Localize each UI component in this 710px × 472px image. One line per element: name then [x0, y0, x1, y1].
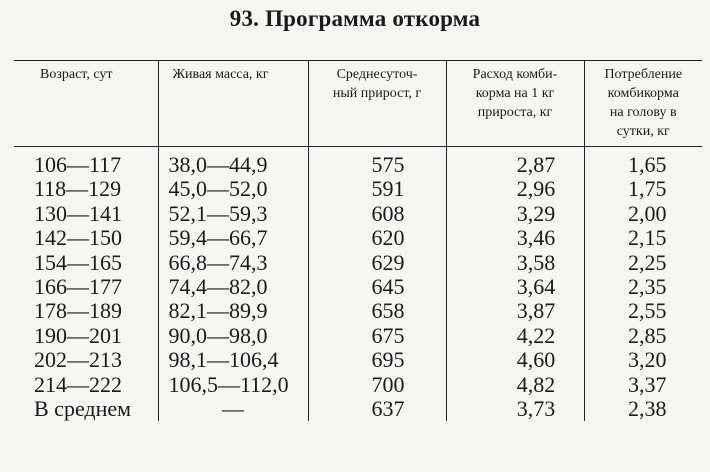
table-header-row: [14, 61, 702, 147]
cell-live-weight: 38,0—44,9: [158, 147, 308, 178]
cell-feed-per-kg: 3,29: [446, 202, 584, 226]
cell-daily-gain: 645: [308, 275, 446, 299]
cell-daily-gain: 591: [308, 177, 446, 201]
cell-feed-per-day: 2,55: [584, 299, 702, 323]
header-live-weight: [158, 61, 308, 147]
header-feed-per-day-line-3: на голову в: [609, 105, 677, 120]
cell-live-weight: —: [158, 397, 308, 421]
cell-age: 190—201: [34, 322, 122, 348]
cell-feed-per-kg: 4,60: [446, 348, 584, 372]
cell-age: 130—141: [34, 200, 122, 226]
table-row: [14, 373, 702, 397]
cell-daily-gain: 620: [308, 226, 446, 250]
cell-live-weight: 59,4—66,7: [158, 226, 308, 250]
cell-feed-per-kg: 3,58: [446, 251, 584, 275]
cell-daily-gain: 658: [308, 299, 446, 323]
cell-live-weight: 106,5—112,0: [158, 373, 308, 397]
header-feed-per-day-line-4: сутки, кг: [616, 124, 670, 139]
cell-daily-gain: 637: [308, 397, 446, 421]
cell-feed-per-kg: 3,87: [446, 299, 584, 323]
table-row: [14, 324, 702, 348]
cell-feed-per-kg: 3,73: [446, 397, 584, 421]
cell-feed-per-kg: 3,64: [446, 275, 584, 299]
cell-daily-gain: 700: [308, 373, 446, 397]
fattening-program-table: [14, 60, 702, 421]
header-live-weight-line: Живая масса, кг: [172, 67, 269, 82]
table-row: [14, 226, 702, 250]
cell-age: 106—117: [34, 152, 122, 177]
cell-age: 142—150: [34, 225, 122, 251]
cell-age: 154—165: [34, 249, 122, 275]
header-feed-per-kg: [446, 61, 584, 147]
cell-feed-per-kg: 2,87: [446, 147, 584, 178]
cell-daily-gain: 575: [308, 147, 446, 178]
cell-live-weight: 52,1—59,3: [158, 202, 308, 226]
header-feed-per-day: [584, 61, 702, 147]
cell-feed-per-kg: 4,82: [446, 373, 584, 397]
table-row: [14, 202, 702, 226]
table-row: [14, 251, 702, 275]
cell-feed-per-day: 2,25: [584, 251, 702, 275]
header-daily-gain: [308, 61, 446, 147]
table-row-average: [14, 397, 702, 421]
cell-feed-per-day: 2,00: [584, 202, 702, 226]
cell-daily-gain: 608: [308, 202, 446, 226]
cell-feed-per-day: 1,75: [584, 177, 702, 201]
cell-live-weight: 98,1—106,4: [158, 348, 308, 372]
cell-feed-per-day: 2,38: [584, 397, 702, 421]
header-feed-per-day-line-2: комбикорма: [607, 86, 679, 101]
cell-daily-gain: 695: [308, 348, 446, 372]
cell-feed-per-kg: 2,96: [446, 177, 584, 201]
table-row: [14, 299, 702, 323]
table-row: [14, 177, 702, 201]
cell-daily-gain: 629: [308, 251, 446, 275]
header-feed-per-kg-line-3: прироста, кг: [477, 105, 553, 120]
cell-age: 118—129: [34, 176, 122, 202]
cell-daily-gain: 675: [308, 324, 446, 348]
header-feed-per-kg-line-1: Расход комби-: [472, 67, 558, 82]
cell-live-weight: 66,8—74,3: [158, 251, 308, 275]
header-daily-gain-line-1: Среднесуточ-: [336, 67, 418, 82]
table-row: [14, 147, 702, 178]
cell-feed-per-day: 1,65: [584, 147, 702, 178]
cell-age: 178—189: [34, 298, 122, 324]
cell-age: 202—213: [34, 347, 122, 373]
table-row: [14, 275, 702, 299]
table-title: 93. Программа откорма: [229, 6, 481, 31]
cell-feed-per-day: 2,35: [584, 275, 702, 299]
header-age-line: Возраст, сут: [40, 67, 113, 82]
table-row: [14, 348, 702, 372]
cell-live-weight: 82,1—89,9: [158, 299, 308, 323]
cell-feed-per-day: 2,85: [584, 324, 702, 348]
cell-feed-per-day: 3,37: [584, 373, 702, 397]
header-age: [14, 61, 158, 147]
cell-age: 214—222: [34, 371, 122, 397]
cell-feed-per-kg: 3,46: [446, 226, 584, 250]
cell-live-weight: 45,0—52,0: [158, 177, 308, 201]
cell-feed-per-day: 2,15: [584, 226, 702, 250]
cell-live-weight: 74,4—82,0: [158, 275, 308, 299]
cell-feed-per-kg: 4,22: [446, 324, 584, 348]
cell-age: В среднем: [34, 396, 132, 422]
header-feed-per-kg-line-2: корма на 1 кг: [475, 86, 555, 101]
header-feed-per-day-line-1: Потребление: [604, 67, 683, 82]
header-daily-gain-line-2: ный прирост, г: [332, 86, 422, 101]
cell-age: 166—177: [34, 274, 122, 300]
cell-feed-per-day: 3,20: [584, 348, 702, 372]
cell-live-weight: 90,0—98,0: [158, 324, 308, 348]
